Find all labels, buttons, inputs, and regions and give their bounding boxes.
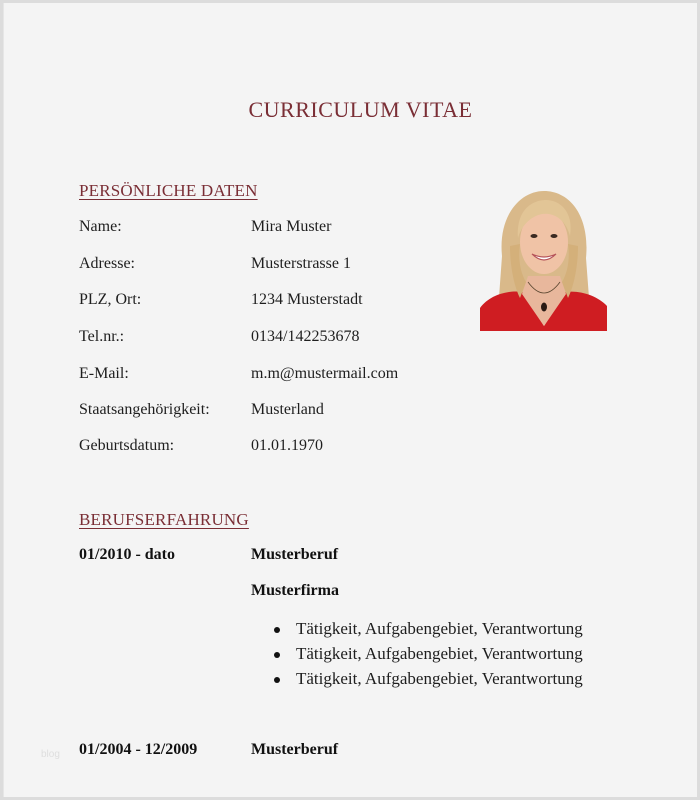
task-item bbox=[266, 619, 583, 644]
job-company: Musterfirma bbox=[251, 582, 339, 599]
personal-row-city bbox=[79, 291, 499, 313]
bullet-icon bbox=[274, 677, 280, 683]
field-label: PLZ, Ort: bbox=[79, 291, 142, 308]
watermark: blog bbox=[41, 749, 60, 760]
personal-row-birthdate bbox=[79, 437, 499, 459]
job-position: Musterberuf bbox=[251, 741, 339, 758]
field-value: 01.01.1970 bbox=[251, 437, 323, 454]
section-heading-experience: BERUFSERFAHRUNG bbox=[79, 510, 249, 529]
personal-row-address bbox=[79, 255, 499, 277]
field-value: m.m@mustermail.com bbox=[251, 365, 399, 382]
field-label: Adresse: bbox=[79, 255, 135, 272]
job-period: 01/2004 - 12/2009 bbox=[79, 741, 198, 758]
field-value: 1234 Musterstadt bbox=[251, 291, 363, 308]
document-title: CURRICULUM VITAE bbox=[248, 97, 473, 122]
task-text: Tätigkeit, Aufgabengebiet, Verantwortung bbox=[296, 619, 583, 638]
task-text: Tätigkeit, Aufgabengebiet, Verantwortung bbox=[296, 669, 583, 688]
personal-row-phone bbox=[79, 328, 499, 350]
task-item bbox=[266, 644, 583, 669]
field-value: 0134/142253678 bbox=[251, 328, 360, 345]
cv-page bbox=[3, 3, 697, 797]
section-heading-personal: PERSÖNLICHE DATEN bbox=[79, 181, 258, 200]
bullet-icon bbox=[274, 652, 280, 658]
field-label: Name: bbox=[79, 218, 122, 235]
task-item bbox=[266, 669, 583, 694]
task-list bbox=[266, 619, 583, 694]
job-position: Musterberuf bbox=[251, 546, 339, 563]
job-period: 01/2010 - dato bbox=[79, 546, 175, 563]
bullet-icon bbox=[274, 627, 280, 633]
field-value: Musterstrasse 1 bbox=[251, 255, 351, 272]
field-label: Tel.nr.: bbox=[79, 328, 125, 345]
personal-row-email bbox=[79, 365, 499, 387]
personal-row-nationality bbox=[79, 401, 499, 423]
field-value: Mira Muster bbox=[251, 218, 332, 235]
field-label: Geburtsdatum: bbox=[79, 437, 175, 454]
field-label: E-Mail: bbox=[79, 365, 129, 382]
field-value: Musterland bbox=[251, 401, 324, 418]
personal-row-name bbox=[79, 218, 499, 240]
portrait-photo-icon bbox=[480, 186, 607, 331]
task-text: Tätigkeit, Aufgabengebiet, Verantwortung bbox=[296, 644, 583, 663]
field-label: Staatsangehörigkeit: bbox=[79, 401, 210, 418]
portrait-photo bbox=[480, 186, 607, 331]
